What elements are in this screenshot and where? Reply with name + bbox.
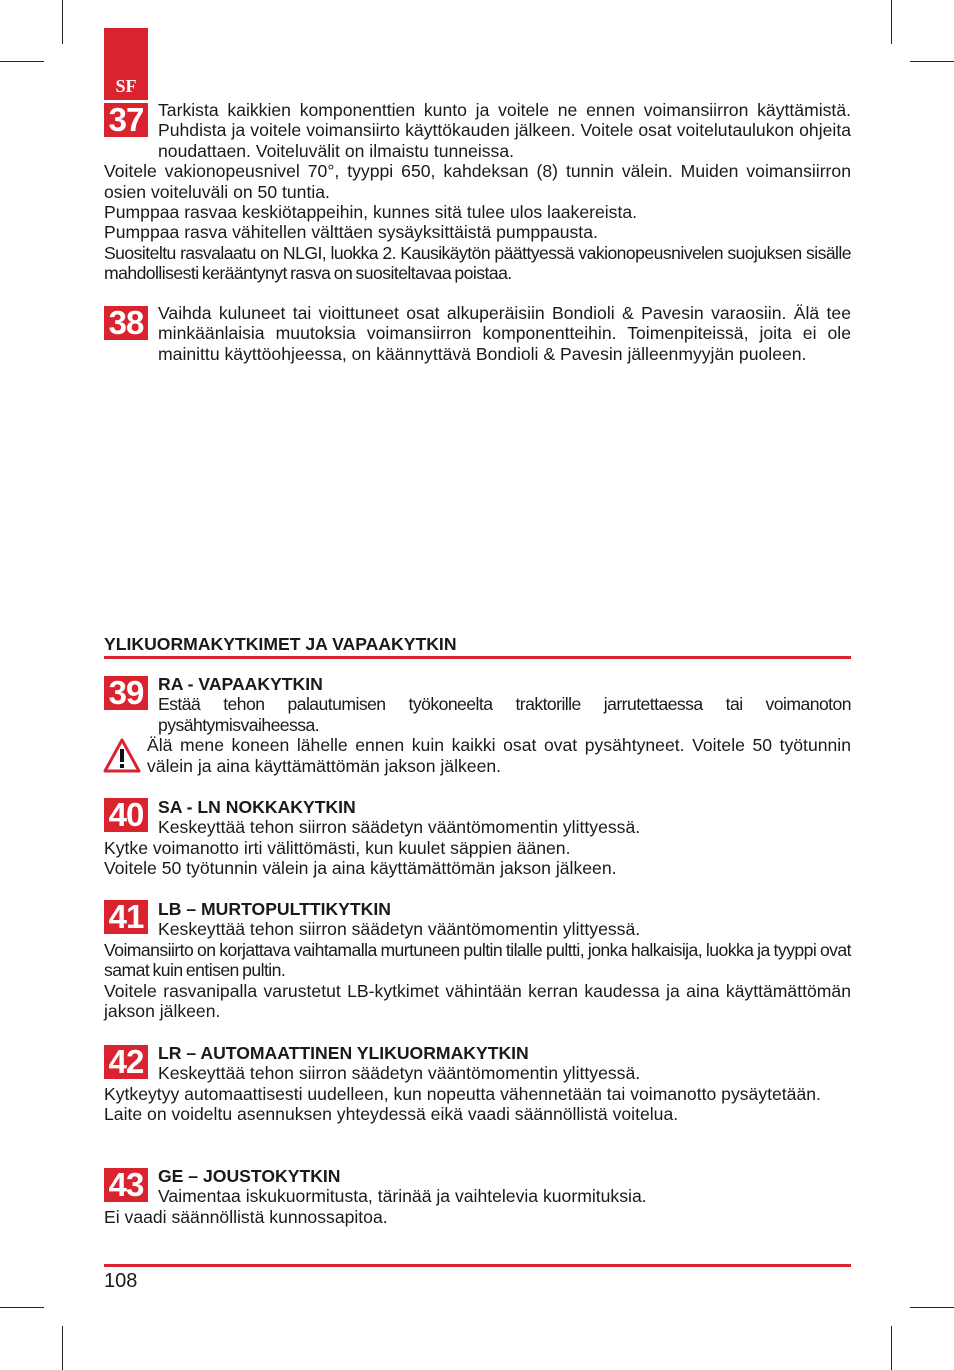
section-42-text bbox=[104, 1043, 851, 1125]
step-number-badge: 43 bbox=[104, 1168, 148, 1202]
paragraph: Voitele vakionopeusnivel 70°, tyyppi 650, kahdeksan (8) tunnin välein. Muiden voimansiirron osien voiteluväli on 50 tuntia. bbox=[104, 161, 851, 202]
section-heading: RA - VAPAAKYTKIN bbox=[158, 674, 323, 694]
crop-mark bbox=[62, 1326, 63, 1370]
paragraph: Suositeltu rasvalaatu on NLGI, luokka 2. Kausikäytön päättyessä vakionopeusnivelen suojuksen sisälle mahdollisesti kerääntynyt rasva on suositeltavaa poistaa. bbox=[104, 242, 851, 284]
crop-mark bbox=[0, 61, 44, 62]
section-title: YLIKUORMAKYTKIMET JA VAPAAKYTKIN bbox=[104, 634, 457, 654]
language-tab-label: SF bbox=[115, 76, 137, 96]
paragraph: Keskeyttää tehon siirron säädetyn vääntömomentin ylittyessä. bbox=[158, 919, 641, 940]
crop-mark bbox=[910, 61, 954, 62]
paragraph: Pumppaa rasva vähitellen välttäen sysäyksittäistä pumppausta. bbox=[104, 222, 598, 243]
paragraph: Kytkeytyy automaattisesti uudelleen, kun nopeutta vähennetään tai voimanotto pysäytetään. bbox=[104, 1083, 821, 1104]
language-tab bbox=[104, 28, 148, 100]
step-number-badge: 39 bbox=[104, 676, 148, 710]
crop-mark bbox=[910, 1307, 954, 1308]
section-43-text bbox=[104, 1166, 851, 1227]
crop-mark bbox=[891, 0, 892, 44]
paragraph: Estää tehon palautumisen työkoneelta traktorille jarrutettaessa tai voimanoton pysähtymisvaiheessa. bbox=[158, 694, 851, 735]
paragraph: Ei vaadi säännöllistä kunnossapitoa. bbox=[104, 1206, 388, 1227]
paragraph: Vaihda kuluneet tai vioittuneet osat alkuperäisiin Bondioli & Pavesin varaosiin. Älä tee minkäänlaisia muutoksia voimansiirron komponentteihin. Toimenpiteissä, joita ei ole mainittu käyttöohjeessa, on käännyttävä Bondioli & Pavesin jälleenmyyjän puoleen. bbox=[158, 303, 851, 364]
section-38-text bbox=[104, 303, 851, 364]
footer-divider bbox=[104, 1264, 851, 1267]
section-heading: SA - LN NOKKAKYTKIN bbox=[158, 797, 356, 817]
section-heading: LB – MURTOPULTTIKYTKIN bbox=[158, 899, 391, 919]
paragraph: Voimansiirto on korjattava vaihtamalla murtuneen pultin tilalle pultti, jonka halkaisija, luokka ja tyyppi ovat samat kuin entisen pultin. bbox=[104, 939, 851, 981]
section-40-text bbox=[104, 797, 851, 879]
step-number-badge: 38 bbox=[104, 306, 148, 340]
crop-mark bbox=[0, 1307, 44, 1308]
step-number-badge: 41 bbox=[104, 900, 148, 934]
step-number-badge: 37 bbox=[104, 103, 148, 137]
paragraph: Pumppaa rasvaa keskiötappeihin, kunnes sitä tulee ulos laakereista. bbox=[104, 202, 638, 223]
section-37-text bbox=[104, 100, 851, 284]
paragraph: Voitele rasvanipalla varustetut LB-kytkimet vähintään kerran kaudessa ja aina käyttämättömän jakson jälkeen. bbox=[104, 980, 851, 1022]
step-number-badge: 42 bbox=[104, 1045, 148, 1079]
warning-icon bbox=[103, 738, 141, 774]
paragraph: Keskeyttää tehon siirron säädetyn vääntömomentin ylittyessä. bbox=[158, 817, 641, 838]
page-number: 108 bbox=[104, 1270, 138, 1292]
crop-mark bbox=[891, 1326, 892, 1370]
paragraph: Vaimentaa iskukuormitusta, tärinää ja vaihtelevia kuormituksia. bbox=[158, 1186, 647, 1207]
warning-text: Älä mene koneen lähelle ennen kuin kaikki osat ovat pysähtyneet. Voitele 50 työtunnin välein ja aina käyttämättömän jakson jälkeen. bbox=[147, 735, 851, 776]
divider bbox=[104, 656, 851, 659]
paragraph: Tarkista kaikkien komponenttien kunto ja voitele ne ennen voimansiirron käyttämistä. Puhdista ja voitele voimansiirto käyttökauden jälkeen. Voitele osat voitelutaulukon ohjeita noudattaen. Voiteluvälit on ilmaistu tunneissa. bbox=[158, 100, 851, 161]
paragraph: Voitele 50 työtunnin välein ja aina käyttämättömän jakson jälkeen. bbox=[104, 858, 617, 879]
paragraph: Keskeyttää tehon siirron säädetyn vääntömomentin ylittyessä. bbox=[158, 1063, 641, 1084]
crop-mark bbox=[62, 0, 63, 44]
section-41-text bbox=[104, 899, 851, 1021]
paragraph: Laite on voideltu asennuksen yhteydessä eikä vaadi säännöllistä voitelua. bbox=[104, 1104, 679, 1125]
section-39-text bbox=[104, 674, 851, 776]
step-number-badge: 40 bbox=[104, 798, 148, 832]
section-heading: GE – JOUSTOKYTKIN bbox=[158, 1166, 341, 1186]
paragraph: Kytke voimanotto irti välittömästi, kun kuulet säppien äänen. bbox=[104, 837, 571, 858]
section-heading: LR – AUTOMAATTINEN YLIKUORMAKYTKIN bbox=[158, 1043, 529, 1063]
